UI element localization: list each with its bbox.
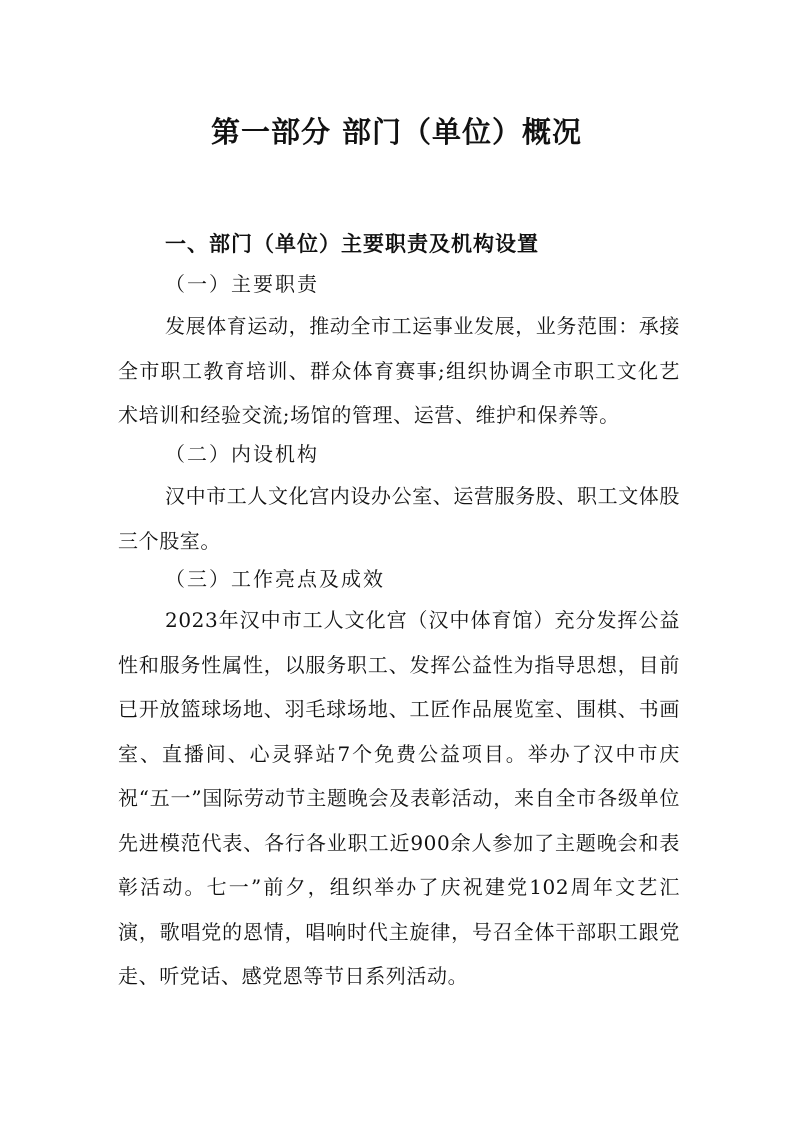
paragraph-duties: 发展体育运动，推动全市工运事业发展，业务范围：承接全市职工教育培训、群众体育赛事;组织协调全市职工文化艺术培训和经验交流;场馆的管理、运营、维护和保养等。: [118, 314, 680, 427]
subsection-heading-duties: （一）主要职责: [165, 272, 319, 296]
section-heading: 一、部门（单位）主要职责及机构设置: [165, 232, 539, 256]
subsection-heading-highlights: （三）工作亮点及成效: [165, 567, 385, 591]
paragraph-highlights: 2023年汉中市工人文化宫（汉中体育馆）充分发挥公益性和服务性属性，以服务职工、发挥公益性为指导思想，目前已开放篮球场地、羽毛球场地、工匠作品展览室、围棋、书画室、直播间、心灵驿站7个免费公益项目。举办了汉中市庆祝“五一”国际劳动节主题晚会及表彰活动，来自全市各级单位先进模范代表、各行各业职工近900余人参加了主题晚会和表彰活动。七一”前夕，组织举办了庆祝建党102周年文艺汇演，歌唱党的恩情，唱响时代主旋律，号召全体干部职工跟党走、听党话、感党恩等节日系列活动。: [118, 608, 680, 988]
paragraph-organization: 汉中市工人文化宫内设办公室、运营服务股、职工文体股三个股室。: [118, 484, 680, 553]
page-title: 第一部分 部门（单位）概况: [210, 115, 583, 149]
subsection-heading-organization: （二）内设机构: [165, 442, 319, 466]
